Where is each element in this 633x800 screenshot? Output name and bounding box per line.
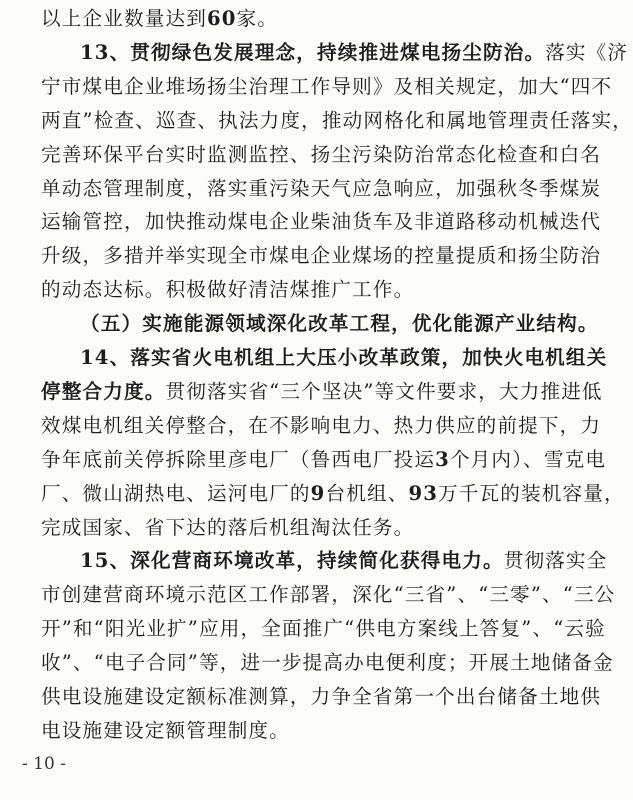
text-line: 市创建营商环境示范区工作部署，深化“三省”、“三零”、“三公: [41, 583, 616, 606]
text-line: 电设施建设定额管理制度。: [41, 719, 290, 742]
text-line: 争年底前关停拆除里彦电厂（鲁西电厂投运3个月内）、雪克电: [41, 448, 607, 471]
text-line: 运输管控，加快推动煤电企业柴油货车及非道路移动机械迭代: [41, 210, 602, 233]
text-line: 的动态达标。积极做好清洁煤推广工作。: [41, 278, 415, 301]
text-line: 厂、微山湖热电、运河电厂的9台机组、93万千瓦的装机容量，: [41, 482, 625, 505]
text-line: 单动态管理制度，落实重污染天气应急响应，加强秋冬季煤炭: [41, 177, 602, 200]
text-line: 升级，多措并举实现全市煤电企业煤场的控量提质和扬尘防治: [41, 244, 602, 267]
section-15-heading: 15、深化营商环境改革，持续简化获得电力。: [80, 549, 504, 572]
section-13-heading-line: 13、贯彻绿色发展理念，持续推进煤电扬尘防治。落实《济: [80, 41, 629, 64]
text-line: 以上企业数量达到60家。: [41, 7, 279, 30]
page-number: - 10 -: [22, 754, 66, 774]
text-line: 宁市煤电企业堆场扬尘治理工作导则》及相关规定，加大“四不: [41, 75, 613, 98]
text-line: 停整合力度。贯彻落实省“三个坚决”等文件要求，大力推进低: [41, 380, 603, 403]
section-14-heading: 14、落实省火电机组上大压小改革政策，加快火电机组关: [80, 346, 608, 369]
section-five-heading: （五）实施能源领域深化改革工程，优化能源产业结构。: [80, 312, 599, 335]
text-line: 供电设施建设定额标准测算，力争全省第一个出台储备土地供: [41, 685, 602, 708]
section-15-heading-line: 15、深化营商环境改革，持续简化获得电力。贯彻落实全: [80, 549, 608, 572]
text-line: 效煤电机组关停整合，在不影响电力、热力供应的前提下，力: [41, 414, 602, 437]
text-line: 完善环保平台实时监测监控、扬尘污染防治常态化检查和白名: [41, 143, 602, 166]
text-line: 收”、“电子合同”等，进一步提高办电便利度；开展土地储备金: [41, 651, 614, 674]
section-13-heading: 13、贯彻绿色发展理念，持续推进煤电扬尘防治。: [80, 41, 546, 64]
text-line: 两直”检查、巡查、执法力度，推动网格化和属地管理责任落实，: [41, 109, 633, 132]
text-line: 开”和“阳光业扩”应用，全面推广“供电方案线上答复”、“云验: [41, 617, 606, 640]
text-line: 完成国家、省下达的落后机组淘汰任务。: [41, 516, 415, 539]
